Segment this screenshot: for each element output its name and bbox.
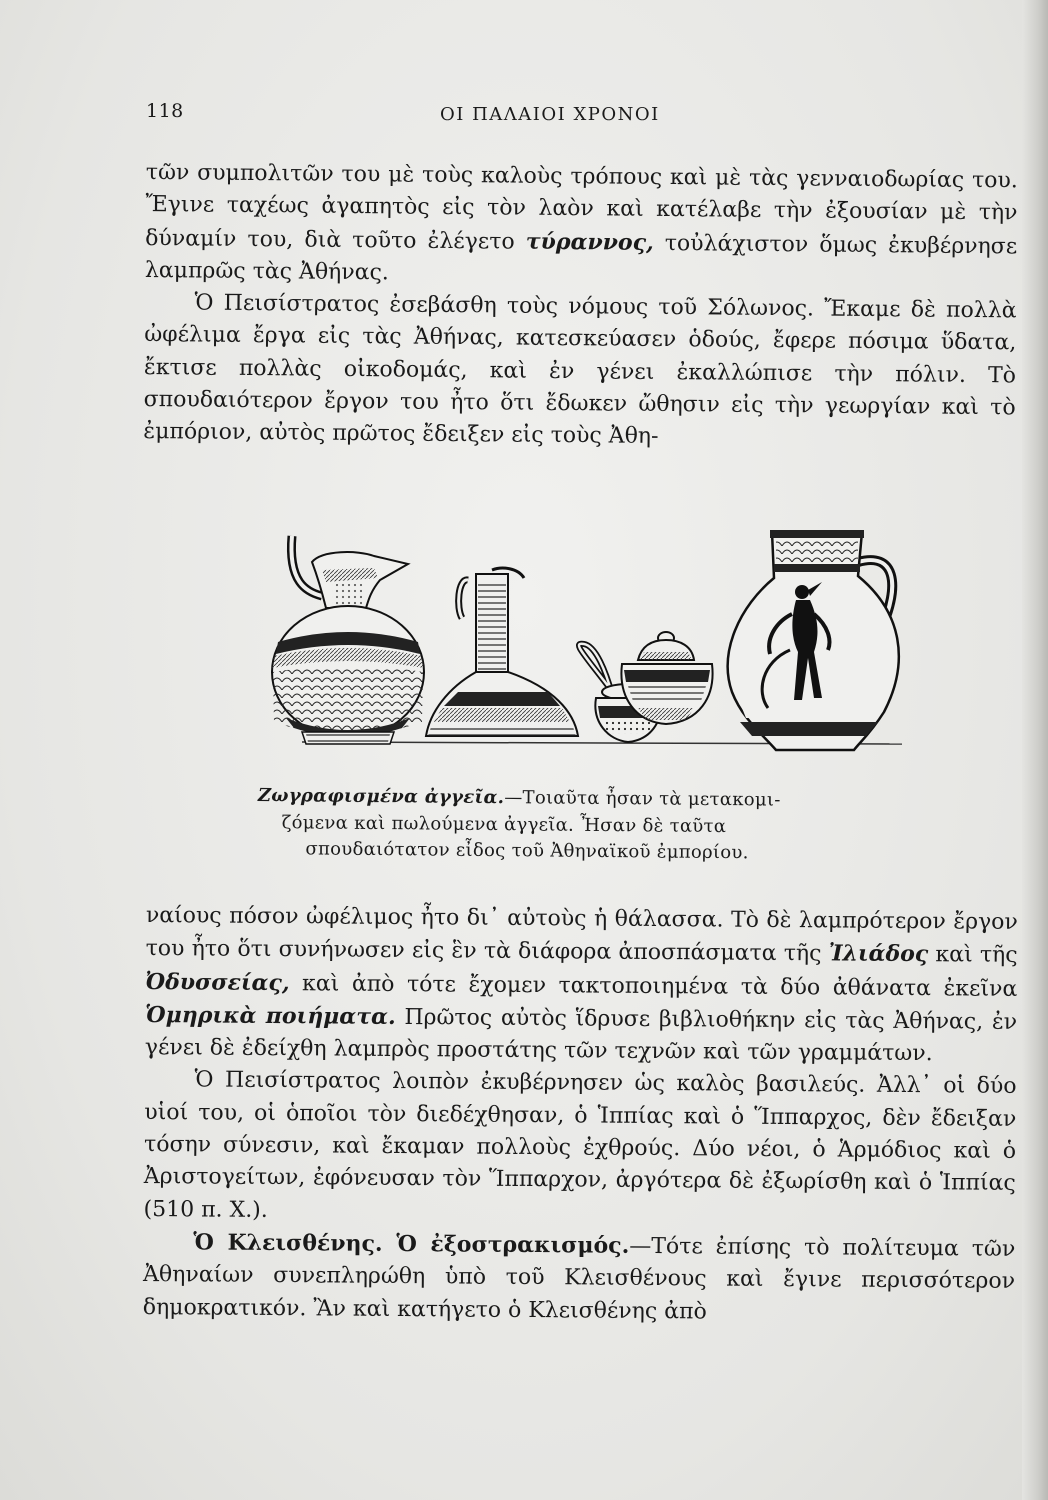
vase-black-figure [728,530,899,750]
paragraph-peisistratos-works: Ὁ Πεισίστρατος ἐσεβάσθη τοὺς νόμους τοῦ Σόλωνος. Ἔκαμε δὲ πολλὰ ὠφέλιμα ἔργα εἰς τὰς Ἀθήνας, κατεσκεύασεν ὁδούς, ἔφερε πόσιμα ὕδατα, ἔκτισε πολλὰς οἰκοδομάς, καὶ ἐν γένει ἐκαλλώπισε τὴν πόλιν. Τὸ σπουδαιότερον ἔργον του ἦτο ὅτι ἔδωκεν ὤθησιν εἰς τὴν γεωργίαν καὶ τὸ ἐμπόριον, αὐτὸς πρῶτος ἔδειξεν εἰς τοὺς Ἀθη- [143,290,1017,450]
text-block-bottom [143,900,1018,1331]
paragraph-homeric-poems [145,900,1018,1071]
paragraph-kleisthenes [143,1226,1016,1331]
painted-vases-illustration [262,522,902,772]
paragraph-text: Πρῶτος αὐτὸς ἵδρυσε βιβλιοθήκην εἰς τὰς Ἀθήνας, ἐν γένει δὲ ἐδείχθη λαμπρὸς προστάτης τῶν τεχνῶν καὶ τῶν γραμμάτων. [144,1004,1018,1067]
caption-title: Ζωγραφισμένα ἀγγεῖα. [257,784,505,809]
vase-lidded-pyxis [621,632,712,724]
paragraph-text: καὶ ἀπὸ τότε ἔχομεν τακτοποιημένα τὰ δύο ἀθάνατα ἐκεῖνα [289,970,1018,1002]
vase-flask [426,568,578,736]
paragraph-text: τῶν συμπολιτῶν του μὲ τοὺς καλοὺς τρόπους καὶ μὲ τὰς γενναιοδωρίας του. Ἔγινε ταχέως ἀγαπητὸς εἰς τὸν λαὸν καὶ κατέλαβε τὴν ἐξουσίαν μὲ τὴν δύναμίν του, διὰ τοῦτο ἐλέγετο [145,159,1018,255]
caption-line-3: σπουδαιότατον εἶδος τοῦ Ἀθηναϊκοῦ ἐμπορίου. [305,838,749,864]
section-heading-kleisthenes: Ὁ Κλεισθένης. Ὁ ἐξοστρακισμός. [193,1229,630,1259]
caption-text: —Τοιαῦτα ἦσαν τὰ μετακομι- [504,787,781,811]
page-number: 118 [146,100,184,122]
figure-caption [257,783,898,868]
paragraph-text: —Τότε ἐπίσης τὸ πολίτευμα τῶν Ἀθηναίων συνεπληρώθη ὑπὸ τοῦ Κλεισθένους καὶ ἔγινε περισσότερον δημοκρατικόν. Ἂν καὶ κατήγετο ὁ Κλεισθένης ἀπὸ [142,1233,1016,1324]
term-tyrannos: τύραννος, [525,228,654,256]
running-head: ΟΙ ΠΑΛΑΙΟΙ ΧΡΟΝΟΙ [440,104,660,125]
paragraph-text: καὶ τῆς [928,942,1018,969]
page-edge-shadow [1022,0,1048,1500]
vase-oinochoe [272,536,424,744]
paragraph-tyranny [145,157,1018,296]
term-homeric-poems: Ὁμηρικὰ ποιήματα. [144,1001,396,1030]
paragraph-text: τοὐλάχιστον ὅμως ἐκυβέρνησε λαμπρῶς τὰς Ἀθήνας. [144,230,1018,286]
paragraph-sons-of-peisistratos: Ὁ Πεισίστρατος λοιπὸν ἐκυβέρνησεν ὡς καλὸς βασιλεύς. Ἀλλ᾽ οἱ δύο υἱοί του, οἱ ὁποῖοι τὸν διεδέχθησαν, ὁ Ἱππίας καὶ ὁ Ἵππαρχος, δὲν ἔδειξαν τόσην σύνεσιν, καὶ ἔκαμαν πολλοὺς ἐχθρούς. Δύο νέοι, ὁ Ἁρμόδιος καὶ ὁ Ἀριστογείτων, ἐφόνευσαν τὸν Ἵππαρχον, ἀργότερα δὲ ἐξωρίσθη καὶ ὁ Ἱππίας (510 π. Χ.). [143,1067,1017,1223]
text-block-top [143,157,1018,457]
term-odyssey: Ὀδυσσείας, [145,968,290,996]
caption-line-2: ζόμενα καὶ πωλούμενα ἀγγεῖα. Ἦσαν δὲ ταῦτα [281,811,727,837]
term-iliad: Ἰλιάδος [828,940,929,968]
paragraph-text: ναίους πόσον ὠφέλιμος ἦτο δι᾽ αὐτοὺς ἡ θάλασσα. Τὸ δὲ λαμπρότερον ἔργον του ἦτο ὅτι συνήνωσεν εἰς ἓν τὰ διάφορα ἀποσπάσματα τῆς [145,902,1018,967]
